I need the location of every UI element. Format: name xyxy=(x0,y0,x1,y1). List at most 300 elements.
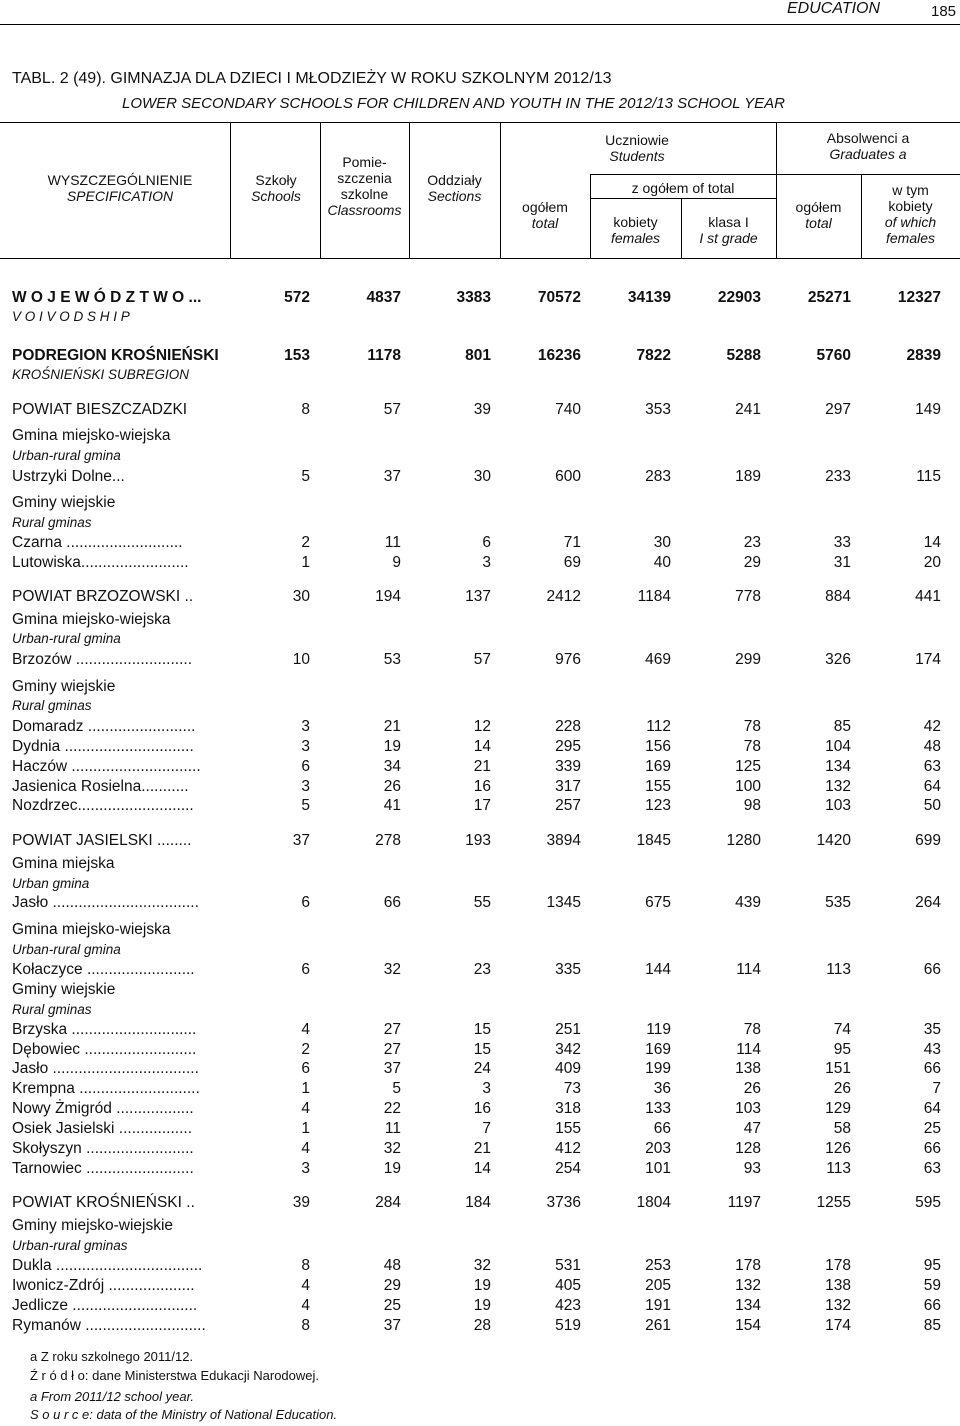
cell-value: 113 xyxy=(826,961,851,978)
row-label: Gmina miejska xyxy=(12,855,115,872)
cell-value: 48 xyxy=(383,1257,401,1274)
row-label: Gmina miejsko-wiejska xyxy=(12,427,171,444)
cell-value: 283 xyxy=(645,468,671,485)
cell-value: 138 xyxy=(825,1277,851,1294)
table-row xyxy=(0,1238,960,1258)
cell-value: 37 xyxy=(292,832,310,849)
cell-value: 17 xyxy=(473,797,491,814)
classrooms-header: Pomie- szczenia szkolne Classrooms xyxy=(327,154,402,218)
table-row xyxy=(0,347,960,367)
cell-value: 138 xyxy=(735,1060,761,1077)
cell-value: 85 xyxy=(833,718,851,735)
cell-value: 169 xyxy=(645,1041,671,1058)
cell-value: 699 xyxy=(915,832,941,849)
row-label: Rural gminas xyxy=(12,515,92,530)
cell-value: 129 xyxy=(825,1100,851,1117)
row-label: Jasło .................................. xyxy=(12,894,199,911)
table-row xyxy=(0,942,960,962)
table-row xyxy=(0,961,960,981)
cell-value: 34 xyxy=(383,758,401,775)
cell-value: 409 xyxy=(555,1060,581,1077)
running-header xyxy=(0,0,960,24)
cell-value: 133 xyxy=(645,1100,671,1117)
table-row xyxy=(0,1194,960,1214)
row-label: Rymanów ............................ xyxy=(12,1317,206,1334)
cell-value: 261 xyxy=(645,1317,671,1334)
cell-value: 1197 xyxy=(727,1194,761,1211)
cell-value: 115 xyxy=(916,468,941,485)
cell-value: 6 xyxy=(301,894,310,911)
cell-value: 36 xyxy=(653,1080,671,1097)
cell-value: 342 xyxy=(555,1041,581,1058)
header-rule xyxy=(590,174,776,175)
col-divider xyxy=(500,122,501,258)
table-subtitle: LOWER SECONDARY SCHOOLS FOR CHILDREN AND YOUTH IN THE 2012/13 SCHOOL YEAR xyxy=(122,95,785,112)
table-row xyxy=(0,718,960,738)
cell-value: 19 xyxy=(383,1160,401,1177)
cell-value: 193 xyxy=(465,832,491,849)
row-label: Urban gmina xyxy=(12,876,90,891)
cell-value: 405 xyxy=(555,1277,581,1294)
cell-value: 26 xyxy=(743,1080,761,1097)
cell-value: 32 xyxy=(383,1140,401,1157)
cell-value: 353 xyxy=(645,401,671,418)
cell-value: 19 xyxy=(383,738,401,755)
graduates-header: Absolwenci a Graduates a xyxy=(826,130,910,162)
cell-value: 63 xyxy=(923,758,941,775)
cell-value: 37 xyxy=(383,468,401,485)
cell-value: 16 xyxy=(473,778,491,795)
row-label: Lutowiska......................... xyxy=(12,554,189,571)
cell-value: 50 xyxy=(923,797,941,814)
cell-value: 43 xyxy=(923,1041,941,1058)
row-label: Kołaczyce ......................... xyxy=(12,961,195,978)
cell-value: 264 xyxy=(915,894,941,911)
cell-value: 278 xyxy=(375,832,401,849)
cell-value: 178 xyxy=(735,1257,761,1274)
cell-value: 31 xyxy=(833,554,851,571)
row-label: POWIAT BRZOZOWSKI .. xyxy=(12,588,194,605)
row-label: Tarnowiec ......................... xyxy=(12,1160,194,1177)
section-name: EDUCATION xyxy=(787,0,881,17)
cell-value: 14 xyxy=(473,1160,491,1177)
cell-value: 5288 xyxy=(726,347,761,364)
cell-value: 85 xyxy=(923,1317,941,1334)
cell-value: 1 xyxy=(301,1120,310,1137)
cell-value: 26 xyxy=(833,1080,851,1097)
cell-value: 7822 xyxy=(636,347,671,364)
cell-value: 4 xyxy=(301,1297,310,1314)
cell-value: 35 xyxy=(923,1021,941,1038)
cell-value: 32 xyxy=(473,1257,491,1274)
cell-value: 70572 xyxy=(537,289,581,306)
cell-value: 284 xyxy=(375,1194,401,1211)
cell-value: 66 xyxy=(923,1297,941,1314)
cell-value: 1804 xyxy=(636,1194,671,1211)
cell-value: 191 xyxy=(645,1297,671,1314)
cell-value: 98 xyxy=(743,797,761,814)
cell-value: 8 xyxy=(301,1257,310,1274)
cell-value: 412 xyxy=(555,1140,581,1157)
cell-value: 16236 xyxy=(537,347,581,364)
cell-value: 178 xyxy=(825,1257,851,1274)
cell-value: 20 xyxy=(923,554,941,571)
table-row xyxy=(0,651,960,671)
table-row xyxy=(0,698,960,718)
table-row xyxy=(0,401,960,421)
cell-value: 57 xyxy=(473,651,491,668)
cell-value: 5 xyxy=(301,797,310,814)
cell-value: 169 xyxy=(645,758,671,775)
cell-value: 1 xyxy=(301,1080,310,1097)
cell-value: 6 xyxy=(301,1060,310,1077)
cell-value: 189 xyxy=(735,468,761,485)
cell-value: 233 xyxy=(825,468,851,485)
sections-header: Oddziały Sections xyxy=(427,172,482,204)
cell-value: 14 xyxy=(473,738,491,755)
cell-value: 104 xyxy=(825,738,851,755)
cell-value: 317 xyxy=(555,778,581,795)
cell-value: 47 xyxy=(743,1120,761,1137)
cell-value: 2839 xyxy=(906,347,941,364)
of-total-header: z ogółem of total xyxy=(631,180,735,196)
table-row xyxy=(0,494,960,514)
cell-value: 37 xyxy=(383,1317,401,1334)
cell-value: 39 xyxy=(292,1194,310,1211)
cell-value: 137 xyxy=(465,588,491,605)
header-top-rule xyxy=(0,122,960,123)
cell-value: 4 xyxy=(301,1100,310,1117)
cell-value: 23 xyxy=(743,534,761,551)
row-label: Domaradz ......................... xyxy=(12,718,196,735)
cell-value: 1255 xyxy=(816,1194,851,1211)
table-row xyxy=(0,832,960,852)
cell-value: 1280 xyxy=(726,832,761,849)
cell-value: 112 xyxy=(646,718,671,735)
cell-value: 144 xyxy=(645,961,671,978)
cell-value: 6 xyxy=(301,961,310,978)
table-row xyxy=(0,894,960,914)
cell-value: 441 xyxy=(915,588,941,605)
row-label: Jasienica Rosielna........... xyxy=(12,778,189,795)
cell-value: 5 xyxy=(392,1080,401,1097)
cell-value: 103 xyxy=(735,1100,761,1117)
footnote-source-en: S o u r c e: data of the Ministry of National Education. xyxy=(30,1407,338,1422)
table-row xyxy=(0,921,960,941)
cell-value: 3383 xyxy=(456,289,491,306)
row-label: Iwonicz-Zdrój .................... xyxy=(12,1277,195,1294)
row-label: Gminy wiejskie xyxy=(12,494,116,511)
cell-value: 8 xyxy=(301,401,310,418)
cell-value: 4 xyxy=(301,1021,310,1038)
cell-value: 66 xyxy=(653,1120,671,1137)
row-label: W O J E W Ó D Z T W O ... xyxy=(12,289,202,306)
table-row xyxy=(0,855,960,875)
table-row xyxy=(0,758,960,778)
cell-value: 55 xyxy=(473,894,491,911)
table-row xyxy=(0,1021,960,1041)
cell-value: 1420 xyxy=(816,832,851,849)
cell-value: 3894 xyxy=(546,832,581,849)
students-females-header: kobiety females xyxy=(610,214,661,246)
schools-header: Szkoły Schools xyxy=(251,172,301,204)
cell-value: 27 xyxy=(383,1041,401,1058)
cell-value: 535 xyxy=(825,894,851,911)
cell-value: 228 xyxy=(555,718,581,735)
cell-value: 66 xyxy=(923,1140,941,1157)
table-row xyxy=(0,738,960,758)
cell-value: 22903 xyxy=(717,289,761,306)
cell-value: 27 xyxy=(383,1021,401,1038)
row-label: PODREGION KROŚNIEŃSKI xyxy=(12,347,219,364)
cell-value: 126 xyxy=(825,1140,851,1157)
cell-value: 595 xyxy=(915,1194,941,1211)
cell-value: 4 xyxy=(301,1277,310,1294)
cell-value: 63 xyxy=(923,1160,941,1177)
row-label: Osiek Jasielski ................. xyxy=(12,1120,193,1137)
cell-value: 95 xyxy=(833,1041,851,1058)
cell-value: 125 xyxy=(735,758,761,775)
cell-value: 318 xyxy=(555,1100,581,1117)
table-row xyxy=(0,1140,960,1160)
table-row xyxy=(0,367,960,387)
cell-value: 93 xyxy=(743,1160,761,1177)
cell-value: 78 xyxy=(743,1021,761,1038)
cell-value: 11 xyxy=(384,1120,401,1137)
cell-value: 3 xyxy=(301,778,310,795)
cell-value: 1845 xyxy=(636,832,671,849)
cell-value: 41 xyxy=(383,797,401,814)
cell-value: 19 xyxy=(473,1277,491,1294)
cell-value: 1345 xyxy=(546,894,581,911)
row-label: Rural gminas xyxy=(12,698,92,713)
cell-value: 114 xyxy=(736,961,761,978)
cell-value: 257 xyxy=(555,797,581,814)
cell-value: 74 xyxy=(833,1021,851,1038)
row-label: Jasło .................................. xyxy=(12,1060,199,1077)
cell-value: 423 xyxy=(555,1297,581,1314)
table-row xyxy=(0,797,960,817)
cell-value: 40 xyxy=(653,554,671,571)
cell-value: 3 xyxy=(301,718,310,735)
footnote-a-pl: a Z roku szkolnego 2011/12. xyxy=(30,1349,194,1364)
cell-value: 15 xyxy=(473,1021,491,1038)
cell-value: 600 xyxy=(555,468,581,485)
cell-value: 16 xyxy=(473,1100,491,1117)
table-row xyxy=(0,289,960,309)
table-row xyxy=(0,981,960,1001)
cell-value: 3 xyxy=(301,1160,310,1177)
cell-value: 30 xyxy=(473,468,491,485)
row-label: Gminy wiejskie xyxy=(12,981,116,998)
table-row xyxy=(0,427,960,447)
cell-value: 132 xyxy=(825,1297,851,1314)
cell-value: 2 xyxy=(301,534,310,551)
cell-value: 24 xyxy=(473,1060,491,1077)
cell-value: 58 xyxy=(833,1120,851,1137)
cell-value: 6 xyxy=(482,534,491,551)
row-label: Nozdrzec........................... xyxy=(12,797,194,814)
row-label: Krempna ............................ xyxy=(12,1080,200,1097)
cell-value: 241 xyxy=(735,401,761,418)
cell-value: 11 xyxy=(384,534,401,551)
row-label: Urban-rural gmina xyxy=(12,448,121,463)
cell-value: 5760 xyxy=(816,347,851,364)
cell-value: 15 xyxy=(473,1041,491,1058)
cell-value: 199 xyxy=(645,1060,671,1077)
cell-value: 21 xyxy=(473,1140,491,1157)
cell-value: 66 xyxy=(923,961,941,978)
cell-value: 469 xyxy=(645,651,671,668)
cell-value: 251 xyxy=(555,1021,581,1038)
cell-value: 339 xyxy=(555,758,581,775)
cell-value: 740 xyxy=(555,401,581,418)
graduates-total-header: ogółem total xyxy=(795,199,842,231)
table-row xyxy=(0,515,960,535)
cell-value: 778 xyxy=(735,588,761,605)
row-label: POWIAT BIESZCZADZKI xyxy=(12,401,188,418)
row-label: Gmina miejsko-wiejska xyxy=(12,921,171,938)
row-label: Ustrzyki Dolne... xyxy=(12,468,125,485)
graduates-females-header: w tym kobiety of which females xyxy=(884,182,937,246)
cell-value: 33 xyxy=(833,534,851,551)
cell-value: 28 xyxy=(473,1317,491,1334)
cell-value: 119 xyxy=(646,1021,671,1038)
row-label: Urban-rural gmina xyxy=(12,942,121,957)
cell-value: 253 xyxy=(645,1257,671,1274)
table-row xyxy=(0,876,960,896)
cell-value: 101 xyxy=(645,1160,671,1177)
cell-value: 39 xyxy=(473,401,491,418)
table-row xyxy=(0,448,960,468)
cell-value: 32 xyxy=(383,961,401,978)
cell-value: 132 xyxy=(735,1277,761,1294)
cell-value: 3 xyxy=(301,738,310,755)
table-row xyxy=(0,1002,960,1022)
table-row xyxy=(0,588,960,608)
table-row xyxy=(0,1297,960,1317)
row-label: Jedlicze ............................. xyxy=(12,1297,198,1314)
cell-value: 194 xyxy=(375,588,401,605)
cell-value: 73 xyxy=(563,1080,581,1097)
cell-value: 14 xyxy=(923,534,941,551)
table-row xyxy=(0,778,960,798)
cell-value: 297 xyxy=(825,401,851,418)
row-label: V O I V O D S H I P xyxy=(12,309,130,324)
cell-value: 30 xyxy=(292,588,310,605)
table-row xyxy=(0,631,960,651)
cell-value: 57 xyxy=(383,401,401,418)
cell-value: 184 xyxy=(465,1194,491,1211)
cell-value: 25 xyxy=(923,1120,941,1137)
cell-value: 1184 xyxy=(637,588,671,605)
cell-value: 174 xyxy=(915,651,941,668)
cell-value: 114 xyxy=(736,1041,761,1058)
cell-value: 132 xyxy=(825,778,851,795)
table-row xyxy=(0,1277,960,1297)
cell-value: 134 xyxy=(825,758,851,775)
cell-value: 151 xyxy=(825,1060,851,1077)
cell-value: 156 xyxy=(645,738,671,755)
cell-value: 95 xyxy=(923,1257,941,1274)
cell-value: 5 xyxy=(301,468,310,485)
cell-value: 78 xyxy=(743,718,761,735)
cell-value: 100 xyxy=(735,778,761,795)
table-row xyxy=(0,1080,960,1100)
cell-value: 3 xyxy=(482,1080,491,1097)
row-label: Dębowiec .......................... xyxy=(12,1041,197,1058)
table-row xyxy=(0,554,960,574)
cell-value: 69 xyxy=(563,554,581,571)
row-label: Rural gminas xyxy=(12,1002,92,1017)
table-header xyxy=(0,122,960,258)
page-number: 185 xyxy=(931,3,957,20)
cell-value: 153 xyxy=(284,347,310,364)
cell-value: 3736 xyxy=(546,1194,581,1211)
table-row xyxy=(0,1217,960,1237)
cell-value: 335 xyxy=(555,961,581,978)
footnote-a-en: a From 2011/12 school year. xyxy=(30,1389,195,1404)
cell-value: 7 xyxy=(482,1120,491,1137)
cell-value: 3 xyxy=(482,554,491,571)
cell-value: 4837 xyxy=(366,289,401,306)
header-rule xyxy=(590,198,776,199)
cell-value: 205 xyxy=(645,1277,671,1294)
table-row xyxy=(0,1100,960,1120)
cell-value: 71 xyxy=(563,534,581,551)
table-title: TABL. 2 (49). GIMNAZJA DLA DZIECI I MŁODZIEŻY W ROKU SZKOLNYM 2012/13 xyxy=(12,70,612,87)
col-divider xyxy=(230,122,231,258)
cell-value: 155 xyxy=(555,1120,581,1137)
table-row xyxy=(0,611,960,631)
row-label: Brzyska ............................. xyxy=(12,1021,197,1038)
cell-value: 12327 xyxy=(897,289,941,306)
cell-value: 10 xyxy=(292,651,310,668)
row-label: Brzozów ........................... xyxy=(12,651,193,668)
cell-value: 59 xyxy=(923,1277,941,1294)
cell-value: 22 xyxy=(383,1100,401,1117)
cell-value: 113 xyxy=(826,1160,851,1177)
cell-value: 64 xyxy=(923,1100,941,1117)
cell-value: 149 xyxy=(915,401,941,418)
cell-value: 4 xyxy=(301,1140,310,1157)
cell-value: 42 xyxy=(923,718,941,735)
cell-value: 78 xyxy=(743,738,761,755)
row-label: Urban-rural gminas xyxy=(12,1238,128,1253)
cell-value: 154 xyxy=(735,1317,761,1334)
footnote-source-pl: Ź r ó d ł o: dane Ministerstwa Edukacji Narodowej. xyxy=(30,1368,320,1383)
cell-value: 34139 xyxy=(627,289,671,306)
cell-value: 12 xyxy=(473,718,491,735)
cell-value: 519 xyxy=(555,1317,581,1334)
cell-value: 326 xyxy=(825,651,851,668)
cell-value: 6 xyxy=(301,758,310,775)
cell-value: 103 xyxy=(825,797,851,814)
cell-value: 155 xyxy=(645,778,671,795)
header-rule xyxy=(776,174,960,175)
cell-value: 26 xyxy=(383,778,401,795)
cell-value: 1178 xyxy=(367,347,401,364)
table-row xyxy=(0,1257,960,1277)
cell-value: 174 xyxy=(825,1317,851,1334)
cell-value: 29 xyxy=(743,554,761,571)
cell-value: 19 xyxy=(473,1297,491,1314)
cell-value: 295 xyxy=(555,738,581,755)
row-label: Dydnia .............................. xyxy=(12,738,194,755)
cell-value: 7 xyxy=(932,1080,941,1097)
row-label: Gmina miejsko-wiejska xyxy=(12,611,171,628)
cell-value: 21 xyxy=(383,718,401,735)
